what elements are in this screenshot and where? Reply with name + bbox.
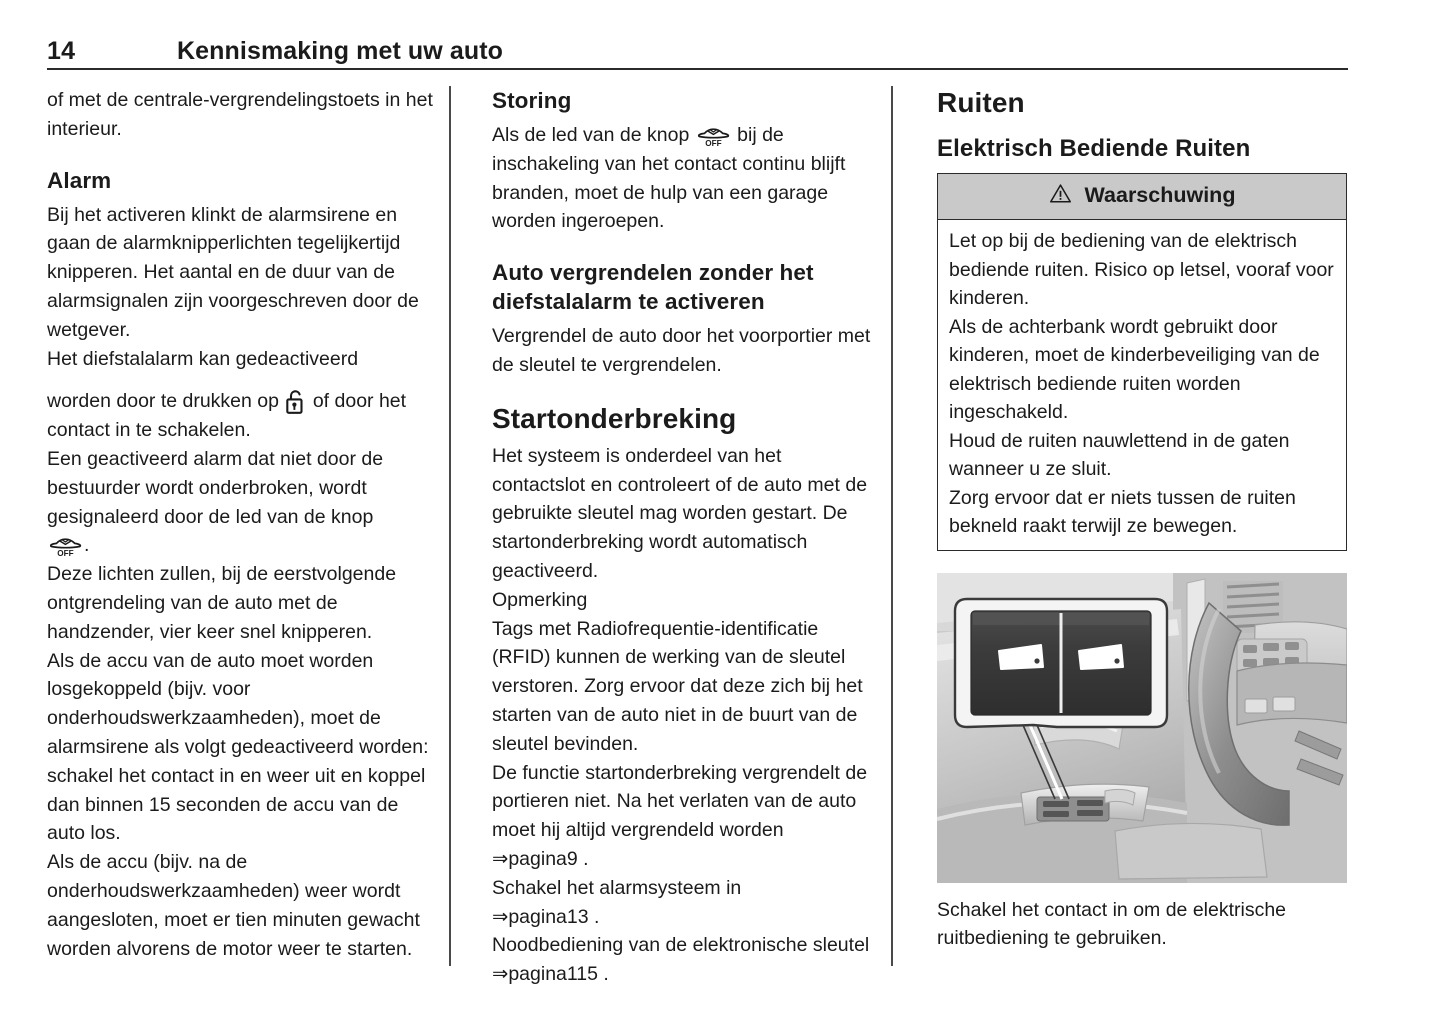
alarm-paragraph-2: Het diefstalalarm kan gedeactiveerd bbox=[47, 347, 359, 370]
warning-box-header bbox=[938, 174, 1346, 220]
note-paragraph-2: De functie startonderbreking vergrendelt de portieren niet. Na het verlaten van de auto moet hij altijd vergrendeld worden bbox=[491, 761, 868, 842]
alarm-paragraph-4 bbox=[47, 445, 437, 560]
page-number: 14 bbox=[47, 37, 76, 65]
warning-box bbox=[937, 173, 1347, 551]
column-middle bbox=[451, 86, 891, 986]
unlock-padlock-icon bbox=[286, 389, 305, 414]
page-reference-2[interactable]: ⇒pagina13 . bbox=[491, 905, 600, 928]
note-paragraph-4 bbox=[492, 931, 877, 989]
heading-startonderbreking: Startonderbreking bbox=[491, 402, 737, 434]
page-reference-3[interactable]: ⇒pagina115 . bbox=[491, 963, 609, 986]
heading-storing: Storing bbox=[491, 88, 572, 113]
note-paragraph-4-text: Noodbediening van de elektronische sleutel bbox=[491, 934, 870, 957]
alarm-paragraph-3 bbox=[47, 387, 437, 445]
figure-caption: Schakel het contact in om de elektrische ruitbediening te gebruiken. bbox=[937, 898, 1287, 949]
heading-opmerking: Opmerking bbox=[491, 588, 588, 611]
heading-ruiten: Ruiten bbox=[937, 87, 1025, 118]
warning-paragraph-3: Houd de ruiten nauwlettend in de gaten wanneer u ze sluit. bbox=[949, 429, 1290, 480]
alarm-paragraph-4-text-after: . bbox=[84, 534, 90, 557]
note-paragraph-1: Tags met Radiofrequentie-identificatie (RFID) kunnen de werking van de sleutel verstoren. Zorg ervoor dat deze zich bij het starten van de auto niet in de buurt van de sleutel bevinden. bbox=[491, 617, 863, 755]
storing-paragraph bbox=[492, 121, 877, 236]
alarm-paragraph-4-text-before: Een geactiveerd alarm dat niet door de bestuurder wordt onderbroken, wordt gesignaleerd door de led van de knop bbox=[47, 447, 384, 528]
warning-box-title: Waarschuwing bbox=[1084, 183, 1236, 207]
window-switch-illustration bbox=[937, 573, 1347, 883]
car-alarm-off-icon bbox=[49, 533, 82, 557]
column-left bbox=[47, 86, 449, 966]
heading-elektrisch-bediende-ruiten: Elektrisch Bediende Ruiten bbox=[937, 135, 1251, 162]
heading-alarm: Alarm bbox=[47, 167, 112, 193]
svg-text:OFF: OFF bbox=[57, 549, 74, 558]
page-reference-1[interactable]: ⇒pagina9 . bbox=[491, 847, 589, 870]
warning-paragraph-4: Zorg ervoor dat er niets tussen de ruiten bekneld raakt terwijl ze bewegen. bbox=[949, 486, 1296, 537]
alarm-paragraph-3-text-after: of door het contact in te schakelen. bbox=[47, 390, 407, 442]
note-paragraph-3: Schakel het alarmsysteem in bbox=[491, 876, 742, 899]
storing-text-after: bij de inschakeling van het contact continu blijft branden, moet de hulp van een garage worden ingeroepen. bbox=[491, 124, 846, 233]
intro-paragraph: of met de centrale-vergrendelingstoets in het interieur. bbox=[47, 89, 433, 140]
warning-box-body bbox=[938, 220, 1346, 550]
chapter-title: Kennismaking met uw auto bbox=[177, 37, 504, 65]
alarm-paragraph-1: Bij het activeren klinkt de alarmsirene en gaan de alarmknipperlichten tegelijkertijd knipperen. Het aantal en de duur van de alarmsignalen zijn voorgeschreven door de wetgever. bbox=[47, 203, 419, 341]
warning-paragraph-2: Als de achterbank wordt gebruikt door kinderen, moet de kinderbeveiliging van de elektrisch bediende ruiten worden ingeschakeld. bbox=[949, 315, 1320, 423]
alarm-paragraph-6: Als de accu van de auto moet worden losgekoppeld (bijv. voor onderhoudswerkzaamheden), moet de alarmsirene als volgt gedeactiveerd worden: schakel het contact in en weer uit en koppel dan binnen 15 seconden de accu van de auto los. bbox=[47, 649, 429, 845]
storing-text-before: Als de led van de knop bbox=[491, 124, 690, 146]
column-right bbox=[893, 86, 1348, 966]
lock-paragraph: Vergrendel de auto door het voorportier met de sleutel te vergrendelen. bbox=[491, 325, 871, 376]
car-alarm-off-icon bbox=[697, 123, 730, 147]
warning-paragraph-1: Let op bij de bediening van de elektrisch bediende ruiten. Risico op letsel, vooraf voor kinderen. bbox=[949, 230, 1334, 309]
alarm-paragraph-7: Als de accu (bijv. na de onderhoudswerkzaamheden) weer wordt aangesloten, moet er tien minuten gewacht worden alvorens de motor weer te starten. bbox=[47, 851, 420, 960]
immobiliser-paragraph-1: Het systeem is onderdeel van het contactslot en controleert of de auto met de gebruikte sleutel mag worden gestart. De startonderbreking wordt automatisch geactiveerd. bbox=[491, 444, 868, 582]
heading-lock-without-alarm: Auto vergrendelen zonder het diefstalalarm te activeren bbox=[491, 260, 814, 315]
svg-text:OFF: OFF bbox=[704, 139, 722, 147]
page-columns bbox=[47, 86, 1348, 986]
alarm-paragraph-3-text-before: worden door te drukken op bbox=[47, 390, 279, 413]
warning-triangle-icon bbox=[1049, 183, 1072, 210]
alarm-paragraph-5: Deze lichten zullen, bij de eerstvolgende ontgrendeling van de auto met de handzender, vier keer snel knipperen. bbox=[47, 563, 397, 643]
page-header bbox=[47, 36, 1348, 70]
